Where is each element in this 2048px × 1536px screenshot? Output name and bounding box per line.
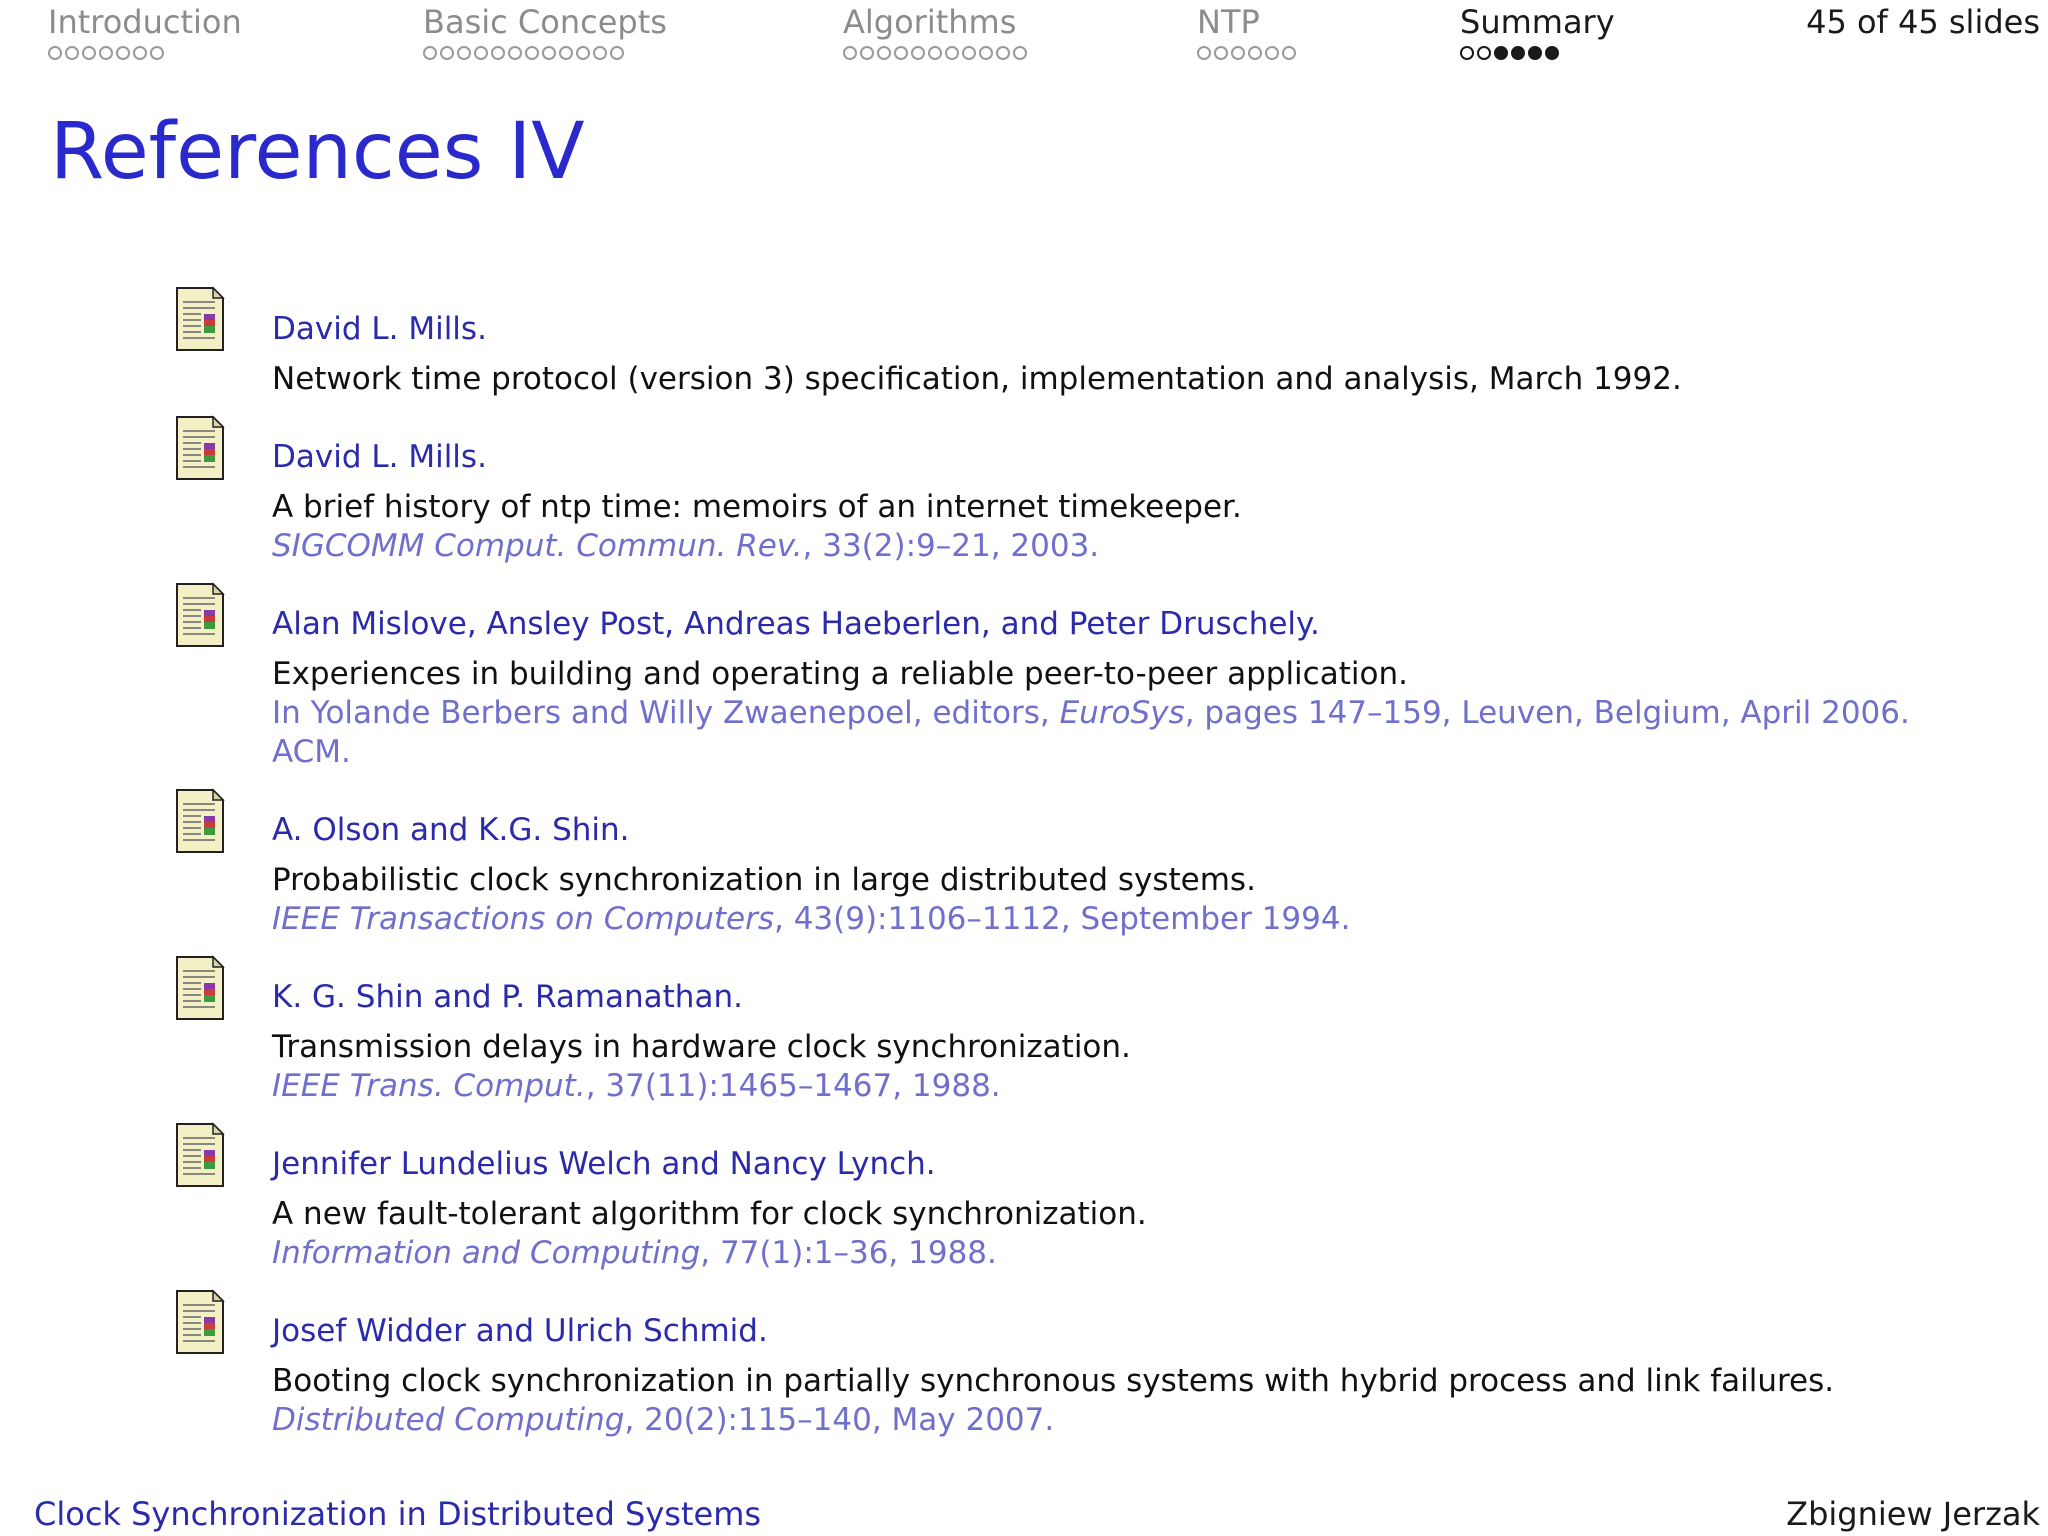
nav-slide-dot[interactable] <box>945 46 959 60</box>
reference-venue-name: IEEE Trans. Comput. <box>272 1068 586 1104</box>
nav-slide-dot[interactable] <box>1545 46 1559 60</box>
reference-title: Network time protocol (version 3) specification, implementation and analysis, March 1992. <box>272 361 1682 397</box>
nav-slide-dot[interactable] <box>65 46 79 60</box>
nav-section-label: Summary <box>1460 3 1615 41</box>
reference-venue <box>272 694 1910 733</box>
reference-author: Josef Widder and Ulrich Schmid. <box>272 1313 768 1349</box>
nav-slide-dot[interactable] <box>1528 46 1542 60</box>
article-document-icon <box>175 788 225 854</box>
nav-section-dots[interactable] <box>1197 46 1296 60</box>
article-document-icon <box>175 1122 225 1188</box>
reference-entry <box>175 578 1910 772</box>
nav-section-algorithms[interactable] <box>843 2 1027 60</box>
nav-slide-dot[interactable] <box>1265 46 1279 60</box>
article-document-icon <box>175 1289 225 1355</box>
nav-slide-dot[interactable] <box>1214 46 1228 60</box>
page-title: References IV <box>50 107 585 197</box>
nav-slide-dot[interactable] <box>1460 46 1474 60</box>
reference-venue-details: , 37(11):1465–1467, 1988. <box>585 1068 1001 1104</box>
nav-section-dots[interactable] <box>1460 46 1615 60</box>
article-document-icon <box>175 286 225 352</box>
nav-slide-dot[interactable] <box>491 46 505 60</box>
nav-slide-dot[interactable] <box>82 46 96 60</box>
nav-slide-dot[interactable] <box>1231 46 1245 60</box>
reference-title: Experiences in building and operating a reliable peer-to-peer application. <box>272 656 1408 692</box>
reference-venue-name: Distributed Computing <box>272 1402 625 1438</box>
reference-entry <box>175 411 1895 566</box>
nav-slide-dot[interactable] <box>911 46 925 60</box>
nav-section-label: Algorithms <box>843 3 1017 41</box>
nav-slide-dot[interactable] <box>525 46 539 60</box>
reference-venue-details: , 20(2):115–140, May 2007. <box>624 1402 1055 1438</box>
reference-venue-name: Information and Computing <box>272 1235 701 1271</box>
reference-venue-details: ACM. <box>272 734 351 770</box>
nav-slide-dot[interactable] <box>843 46 857 60</box>
nav-slide-dot[interactable] <box>576 46 590 60</box>
nav-section-dots[interactable] <box>423 46 667 60</box>
nav-slide-dot[interactable] <box>860 46 874 60</box>
article-document-icon <box>175 415 225 481</box>
reference-author: A. Olson and K.G. Shin. <box>272 812 630 848</box>
nav-section-label: Introduction <box>48 3 242 41</box>
nav-section-label: Basic Concepts <box>423 3 667 41</box>
nav-slide-dot[interactable] <box>423 46 437 60</box>
reference-venue-details: , 77(1):1–36, 1988. <box>700 1235 997 1271</box>
reference-venue-name: SIGCOMM Comput. Commun. Rev. <box>272 528 803 564</box>
reference-author: David L. Mills. <box>272 439 487 475</box>
reference-venue-details: , pages 147–159, Leuven, Belgium, April 2006. <box>1184 695 1910 731</box>
nav-slide-dot[interactable] <box>928 46 942 60</box>
nav-slide-dot[interactable] <box>1013 46 1027 60</box>
reference-title: Transmission delays in hardware clock synchronization. <box>272 1029 1131 1065</box>
reference-venue-name: IEEE Transactions on Computers <box>272 901 774 937</box>
nav-slide-dot[interactable] <box>996 46 1010 60</box>
nav-slide-dot[interactable] <box>116 46 130 60</box>
nav-slide-dot[interactable] <box>894 46 908 60</box>
nav-slide-dot[interactable] <box>1282 46 1296 60</box>
reference-entry <box>175 1285 1895 1440</box>
nav-slide-dot[interactable] <box>150 46 164 60</box>
nav-section-label: NTP <box>1197 3 1260 41</box>
reference-title: Booting clock synchronization in partially synchronous systems with hybrid process and link failures. <box>272 1363 1835 1399</box>
nav-slide-dot[interactable] <box>1197 46 1211 60</box>
reference-venue-name: EuroSys <box>1059 695 1185 731</box>
reference-author: K. G. Shin and P. Ramanathan. <box>272 979 743 1015</box>
footer-author[interactable]: Zbigniew Jerzak <box>1786 1495 2040 1533</box>
nav-slide-dot[interactable] <box>48 46 62 60</box>
nav-slide-dot[interactable] <box>99 46 113 60</box>
nav-section-ntp[interactable] <box>1197 2 1296 60</box>
nav-section-introduction[interactable] <box>48 2 242 60</box>
nav-slide-dot[interactable] <box>1248 46 1262 60</box>
nav-slide-dot[interactable] <box>440 46 454 60</box>
nav-slide-dot[interactable] <box>593 46 607 60</box>
reference-venue <box>272 1401 1895 1440</box>
reference-entry <box>175 282 1895 399</box>
reference-list <box>175 282 1910 1452</box>
nav-slide-dot[interactable] <box>474 46 488 60</box>
nav-slide-dot[interactable] <box>1511 46 1525 60</box>
nav-slide-dot[interactable] <box>508 46 522 60</box>
article-document-icon <box>175 582 225 648</box>
reference-venue <box>272 1234 1895 1273</box>
article-document-icon <box>175 955 225 1021</box>
nav-slide-dot[interactable] <box>457 46 471 60</box>
slide-counter: 45 of 45 slides <box>1806 3 2040 41</box>
reference-title: A new fault-tolerant algorithm for clock synchronization. <box>272 1196 1147 1232</box>
reference-entry <box>175 784 1895 939</box>
nav-slide-dot[interactable] <box>877 46 891 60</box>
nav-slide-dot[interactable] <box>133 46 147 60</box>
reference-venue-details: , 43(9):1106–1112, September 1994. <box>773 901 1351 937</box>
reference-venue <box>272 527 1895 566</box>
nav-slide-dot[interactable] <box>1477 46 1491 60</box>
footer-presentation-title[interactable]: Clock Synchronization in Distributed Systems <box>34 1495 762 1533</box>
nav-slide-dot[interactable] <box>542 46 556 60</box>
nav-slide-dot[interactable] <box>979 46 993 60</box>
reference-author: Alan Mislove, Ansley Post, Andreas Haeberlen, and Peter Druschely. <box>272 606 1320 642</box>
nav-slide-dot[interactable] <box>1494 46 1508 60</box>
reference-venue <box>272 900 1895 939</box>
nav-section-dots[interactable] <box>843 46 1027 60</box>
nav-section-summary[interactable] <box>1460 2 1615 60</box>
reference-author: Jennifer Lundelius Welch and Nancy Lynch. <box>272 1146 936 1182</box>
reference-venue-details: , 33(2):9–21, 2003. <box>802 528 1100 564</box>
reference-entry <box>175 1118 1895 1273</box>
nav-slide-dot[interactable] <box>610 46 624 60</box>
reference-title: Probabilistic clock synchronization in large distributed systems. <box>272 862 1256 898</box>
reference-author: David L. Mills. <box>272 311 487 347</box>
reference-venue <box>272 733 1895 772</box>
nav-section-basic-concepts[interactable] <box>423 2 667 60</box>
nav-section-dots[interactable] <box>48 46 242 60</box>
nav-slide-dot[interactable] <box>962 46 976 60</box>
reference-venue <box>272 1067 1895 1106</box>
nav-slide-dot[interactable] <box>559 46 573 60</box>
reference-venue-details: In Yolande Berbers and Willy Zwaenepoel, editors, <box>272 695 1060 731</box>
reference-title: A brief history of ntp time: memoirs of an internet timekeeper. <box>272 489 1242 525</box>
reference-entry <box>175 951 1895 1106</box>
